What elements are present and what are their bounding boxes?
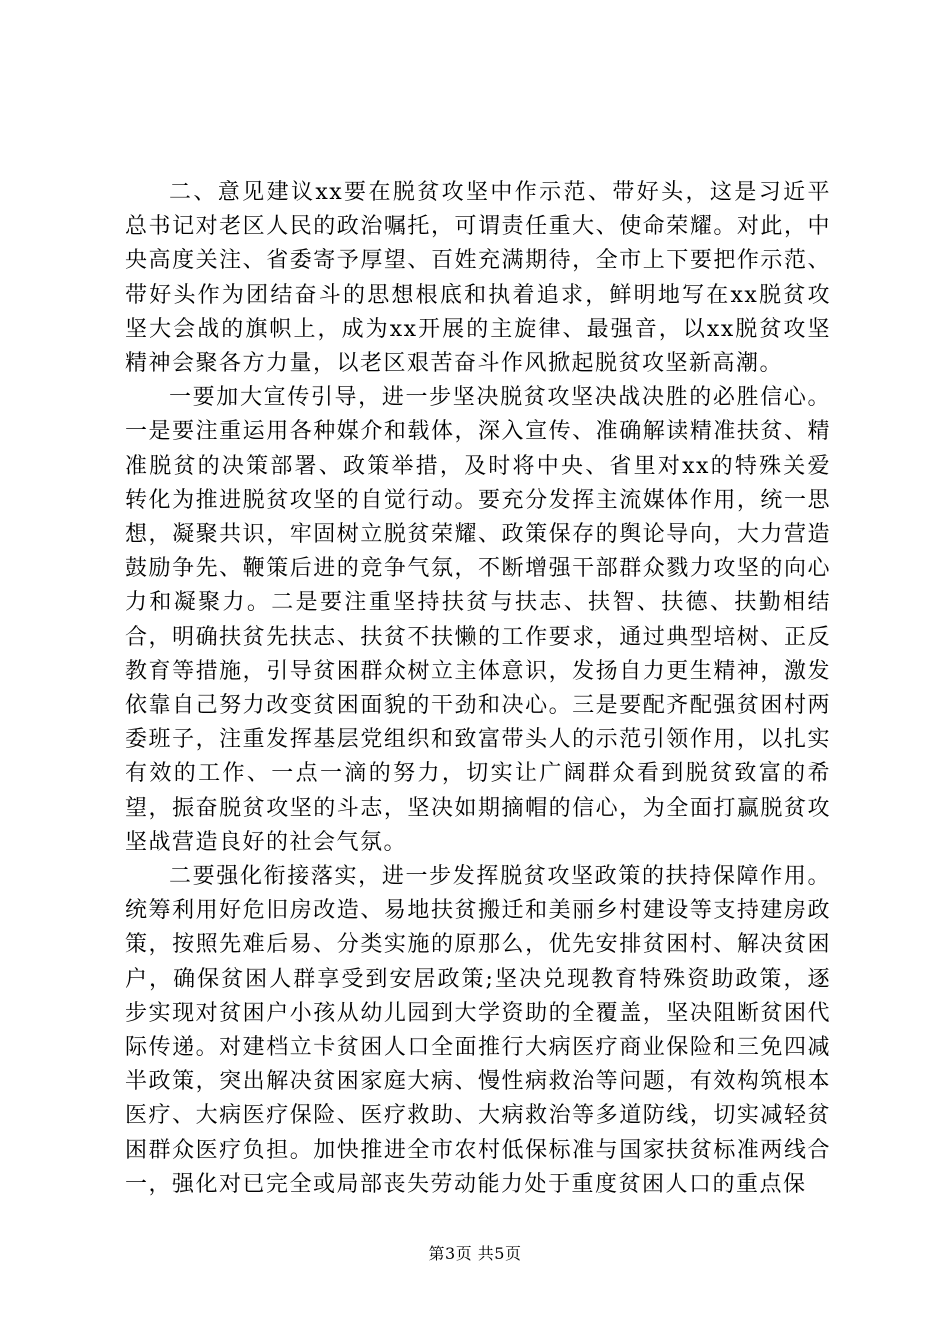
paragraph-suggestions: 二、意见建议xx要在脱贫攻坚中作示范、带好头，这是习近平总书记对老区人民的政治嘱托，可谓责任重大、使命荣耀。对此，中央高度关注、省委寄予厚望、百姓充满期待，全市上下要把作示范、带好头作为团结奋斗的思想根底和执着追求，鲜明地写在xx脱贫攻坚大会战的旗帜上，成为xx开展的主旋律、最强音，以xx脱贫攻坚精神会聚各方力量，以老区艰苦奋斗作风掀起脱贫攻坚新高潮。 (125, 180, 831, 377)
paragraph-policy: 二要强化衔接落实，进一步发挥脱贫攻坚政策的扶持保障作用。统筹利用好危旧房改造、易地扶贫搬迁和美丽乡村建设等支持建房政策，按照先难后易、分类实施的原那么，优先安排贫困村、解决贫困户，确保贫困人群享受到安居政策;坚决兑现教育特殊资助政策，逐步实现对贫困户小孩从幼儿园到大学资助的全覆盖，坚决阻断贫困代际传递。对建档立卡贫困人口全面推行大病医疗商业保险和三免四减半政策，突出解决贫困家庭大病、慢性病救治等问题，有效构筑根本医疗、大病医疗保险、医疗救助、大病救治等多道防线，切实减轻贫困群众医疗负担。加快推进全市农村低保标准与国家扶贫标准两线合一，强化对已完全或局部丧失劳动能力处于重度贫困人口的重点保 (125, 864, 831, 1197)
paragraph-publicity: 一要加大宣传引导，进一步坚决脱贫攻坚决战决胜的必胜信心。一是要注重运用各种媒介和载体，深入宣传、准确解读精准扶贫、精准脱贫的决策部署、政策举措，及时将中央、省里对xx的特殊关爱转化为推进脱贫攻坚的自觉行动。要充分发挥主流媒体作用，统一思想，凝聚共识，牢固树立脱贫荣耀、政策保存的舆论导向，大力营造鼓励争先、鞭策后进的竞争气氛，不断增强干部群众戮力攻坚的向心力和凝聚力。二是要注重坚持扶贫与扶志、扶智、扶德、扶勤相结合，明确扶贫先扶志、扶贫不扶懒的工作要求，通过典型培树、正反教育等措施，引导贫困群众树立主体意识，发扬自力更生精神，激发依靠自己努力改变贫困面貌的干劲和决心。三是要配齐配强贫困村两委班子，注重发挥基层党组织和致富带头人的示范引领作用，以扎实有效的工作、一点一滴的努力，切实让广阔群众看到脱贫致富的希望，振奋脱贫攻坚的斗志，坚决如期摘帽的信心，为全面打赢脱贫攻坚战营造良好的社会气氛。 (125, 385, 831, 855)
page-number-footer: 第3页 共5页 (428, 1244, 522, 1263)
document-body (125, 176, 831, 1202)
